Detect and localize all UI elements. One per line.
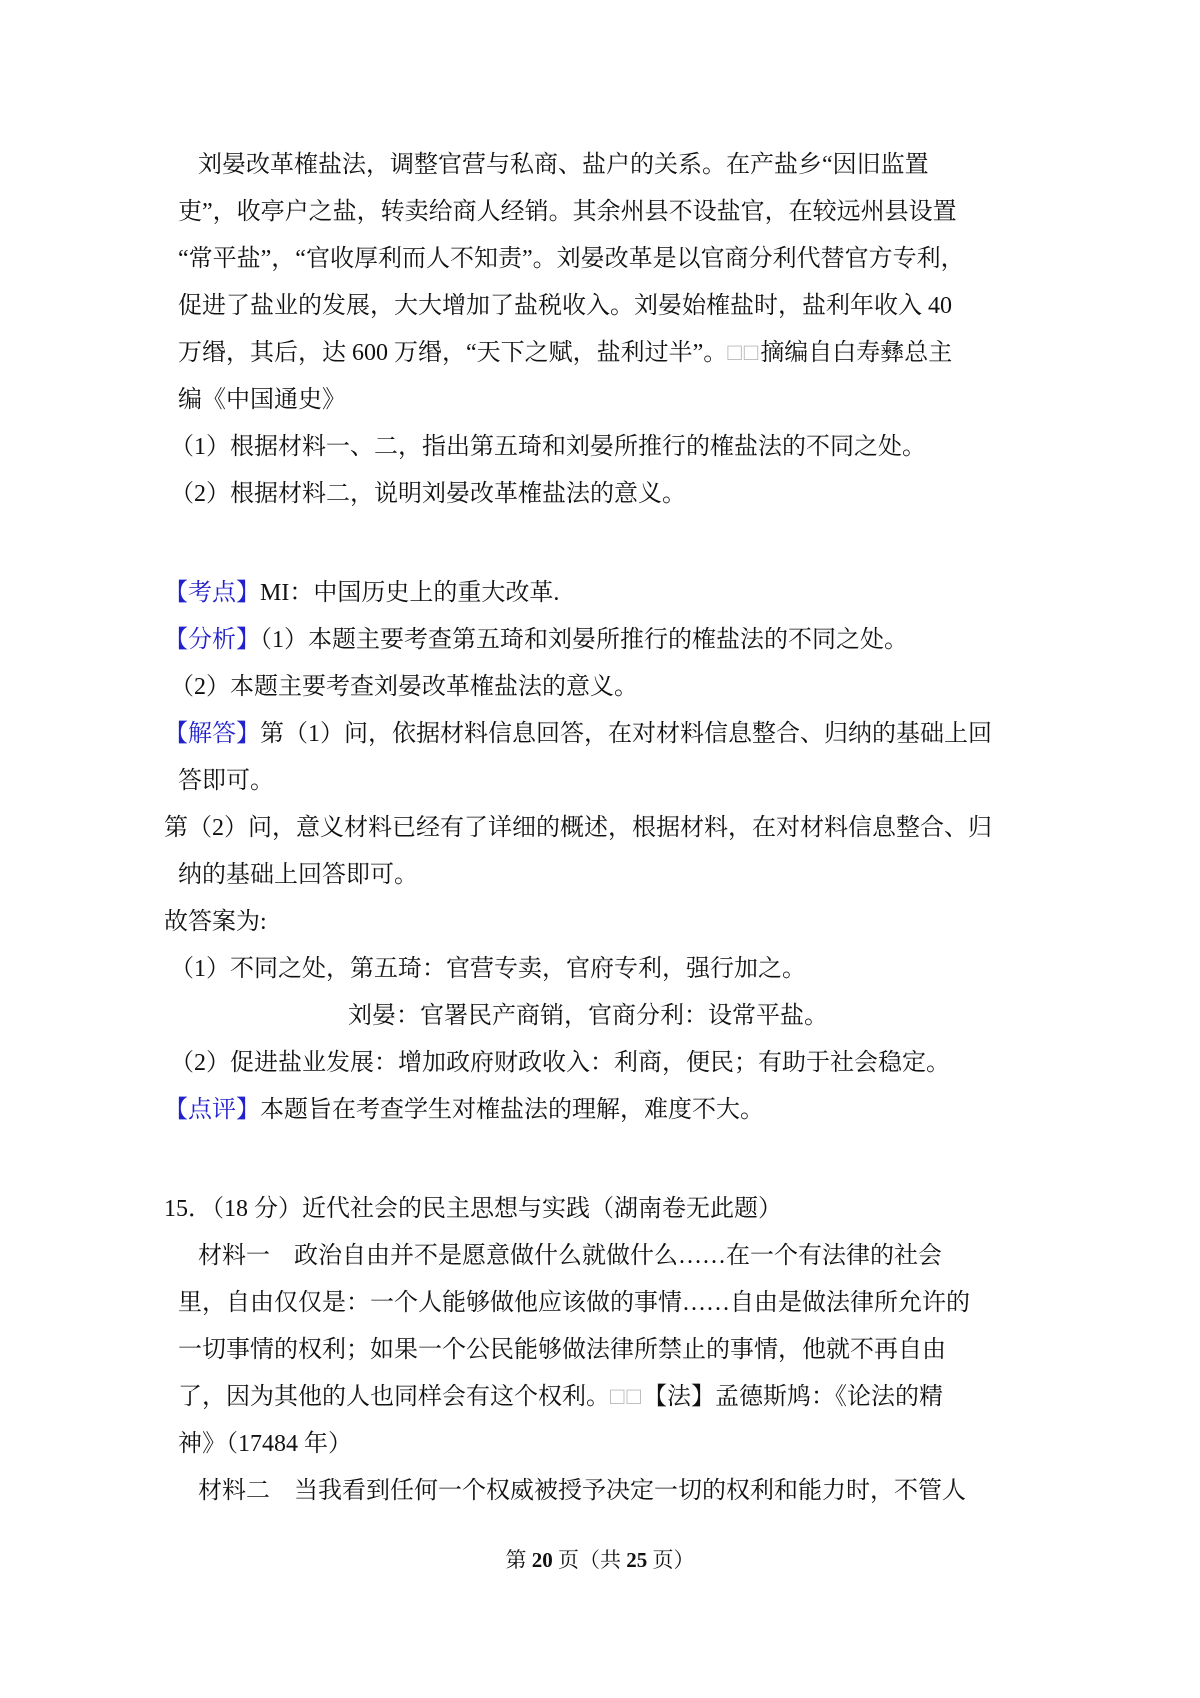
answer-1-line — [164, 946, 1044, 993]
text-run: 材料二 当我看到任何一个权威被授予决定一切的权利和能力时，不管人 — [198, 1478, 966, 1504]
q15-material-one-line — [164, 1374, 1044, 1421]
text-run: （1）不同之处，第五琦：官营专卖，官府专利，强行加之。 — [170, 956, 806, 982]
section-label: 【考点】 — [164, 580, 260, 606]
text-run: 神》（17484 年） — [178, 1431, 352, 1457]
section-label: 【分析】 — [164, 627, 260, 653]
text-run: 刘晏：官署民产商销，官商分利：设常平盐。 — [348, 1003, 828, 1029]
missing-glyph-box: □□ — [727, 340, 761, 366]
page-footer — [0, 1545, 1200, 1575]
sub-question-2-line — [164, 471, 1044, 518]
text-run: 15．（18 分）近代社会的民主思想与实践（湖南卷无此题） — [164, 1196, 782, 1222]
missing-glyph-box: □□ — [610, 1384, 643, 1410]
text-run: 万缗，其后，达 600 万缗，“天下之赋，盐利过半”。 — [178, 340, 728, 366]
q15-material-one-line — [164, 1280, 1044, 1327]
text-run: 故答案为: — [164, 909, 267, 935]
q15-material-one-line — [164, 1421, 1044, 1468]
material-two-paragraph-line — [164, 330, 1044, 377]
q15-material-one-line — [164, 1233, 1044, 1280]
answer-1-line-continuation — [164, 993, 1044, 1040]
text-run: 了，因为其他的人也同样会有这个权利。 — [178, 1384, 610, 1410]
text-run: 刘晏改革榷盐法，调整官营与私商、盐户的关系。在产盐乡“因旧监置 — [198, 152, 929, 178]
section-label: 【点评】 — [164, 1097, 260, 1123]
text-run: “常平盐”，“官收厚利而人不知责”。刘晏改革是以官商分利代替官方专利， — [178, 246, 965, 272]
dianping-line — [164, 1087, 1044, 1134]
material-two-paragraph-line — [164, 189, 1044, 236]
jieda-line-continuation — [164, 758, 1044, 805]
document-lines — [164, 142, 1044, 1515]
blank-gap — [164, 1134, 1044, 1186]
text-run: （2）促进盐业发展：增加政府财政收入：利商，便民；有助于社会稳定。 — [170, 1050, 950, 1076]
text-run: 第（1）问，依据材料信息回答，在对材料信息整合、归纳的基础上回 — [260, 721, 992, 747]
text-run: MI：中国历史上的重大改革. — [260, 580, 560, 606]
text-run: 本题旨在考查学生对榷盐法的理解，难度不大。 — [260, 1097, 764, 1123]
text-run: （2）本题主要考查刘晏改革榷盐法的意义。 — [170, 674, 638, 700]
material-two-paragraph-line — [164, 377, 1044, 424]
fenxi-line-2 — [164, 664, 1044, 711]
text-run: 摘编自白寿彝总主 — [760, 340, 953, 366]
sub-question-1-line — [164, 424, 1044, 471]
footer-text: 页（共 — [552, 1548, 627, 1572]
text-run: 第（2）问，意义材料已经有了详细的概述，根据材料，在对材料信息整合、归 — [164, 815, 992, 841]
q15-material-one-line — [164, 1327, 1044, 1374]
section-label: 【解答】 — [164, 721, 260, 747]
text-run: 一切事情的权利；如果一个公民能够做法律所禁止的事情，他就不再自由 — [178, 1337, 946, 1363]
text-run: （1）根据材料一、二，指出第五琦和刘晏所推行的榷盐法的不同之处。 — [170, 434, 926, 460]
footer-text: 第 — [505, 1548, 532, 1572]
text-run: 【法】孟德斯鸠：《论法的精 — [643, 1384, 943, 1410]
text-run: 吏”，收亭户之盐，转卖给商人经销。其余州县不设盐官，在较远州县设置 — [178, 199, 957, 225]
text-run: 答即可。 — [178, 768, 274, 794]
text-run: 里，自由仅仅是：一个人能够做他应该做的事情……自由是做法律所允许的 — [178, 1290, 970, 1316]
blank-gap — [164, 518, 1044, 570]
text-run: （2）根据材料二，说明刘晏改革榷盐法的意义。 — [170, 481, 686, 507]
text-run: 编《中国通史》 — [178, 387, 346, 413]
text-run: （1）本题主要考查第五琦和刘晏所推行的榷盐法的不同之处。 — [260, 627, 908, 653]
footer-total-pages: 25 — [626, 1548, 648, 1572]
material-two-paragraph-line — [164, 283, 1044, 330]
jieda-line-2-continuation — [164, 852, 1044, 899]
q15-material-two-line — [164, 1468, 1044, 1515]
text-run: 纳的基础上回答即可。 — [178, 862, 418, 888]
kaodian-line — [164, 570, 1044, 617]
fenxi-line — [164, 617, 1044, 664]
material-two-paragraph-line — [164, 236, 1044, 283]
jieda-line-2 — [164, 805, 1044, 852]
text-run: 促进了盐业的发展，大大增加了盐税收入。刘晏始榷盐时，盐利年收入 40 — [178, 293, 952, 319]
answer-intro-line — [164, 899, 1044, 946]
material-two-paragraph-line — [164, 142, 1044, 189]
answer-2-line — [164, 1040, 1044, 1087]
footer-text: 页） — [647, 1548, 695, 1572]
text-run: 材料一 政治自由并不是愿意做什么就做什么……在一个有法律的社会 — [198, 1243, 942, 1269]
jieda-line — [164, 711, 1044, 758]
footer-page-number: 20 — [531, 1548, 553, 1572]
question-15-title-line — [164, 1186, 1044, 1233]
